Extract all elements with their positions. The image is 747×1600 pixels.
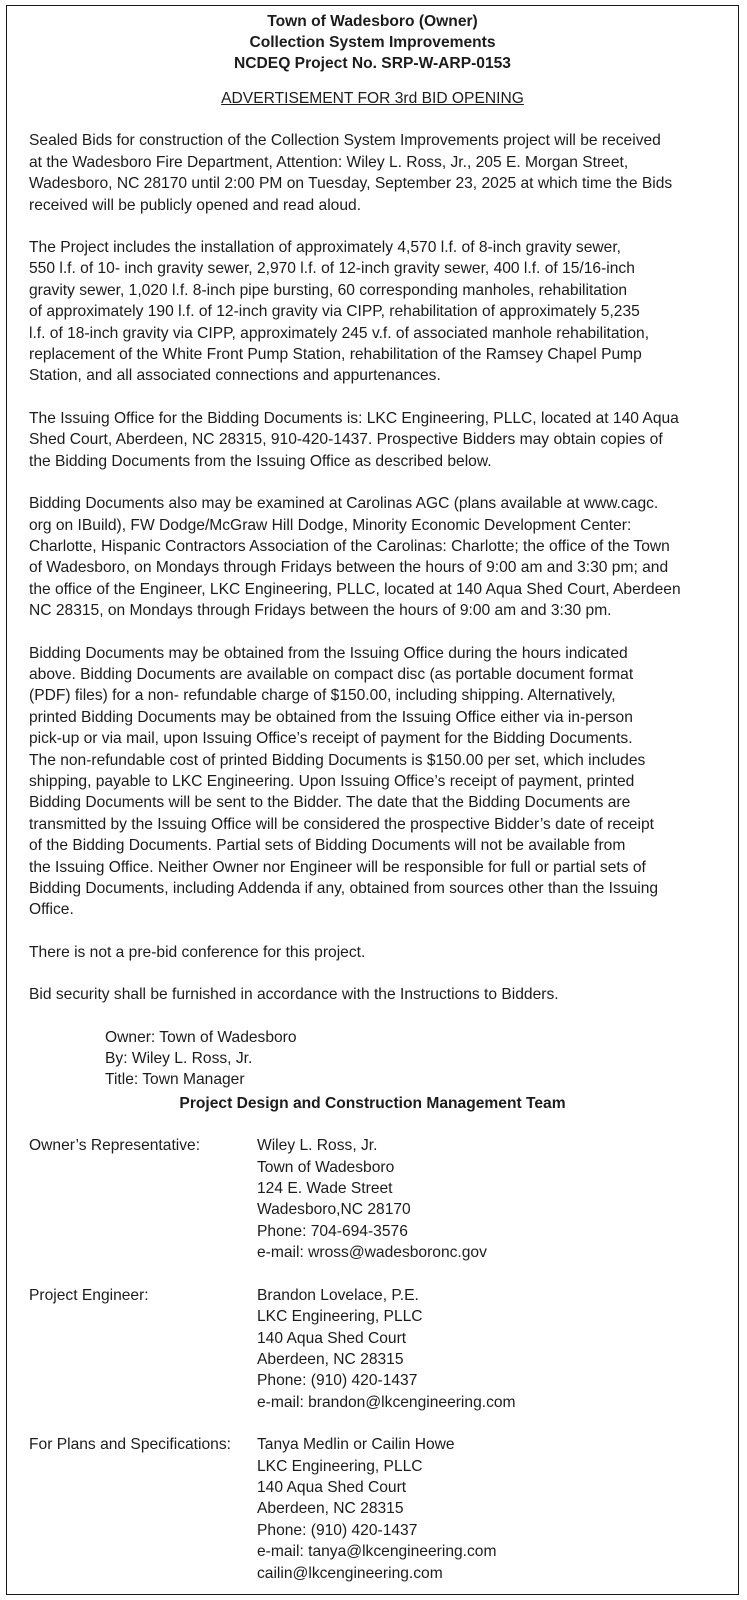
signature-block (29, 1027, 716, 1091)
text-line: the Bidding Documents from the Issuing Office as described below. (29, 452, 492, 470)
contact-email: e-mail: brandon@lkcengineering.com (257, 1393, 516, 1411)
contact-plans-specifications (29, 1434, 716, 1584)
text-line: (PDF) files) for a non- refundable charge of $150.00, including shipping. Alternatively, (29, 687, 616, 705)
contact-line: LKC Engineering, PLLC (257, 1457, 423, 1475)
text-line: Sealed Bids for construction of the Collection System Improvements project will be received (29, 132, 661, 150)
text-line: of the Bidding Documents. Partial sets of Bidding Documents will not be available from (29, 837, 626, 855)
contact-details (257, 1135, 716, 1263)
advertisement-subheading: ADVERTISEMENT FOR 3rd BID OPENING (221, 90, 524, 107)
bid-security-paragraph: Bid security shall be furnished in accordance with the Instructions to Bidders. (29, 986, 559, 1004)
text-line: of approximately 190 l.f. of 12-inch gravity via CIPP, rehabilitation of approximately 5,235 (29, 303, 640, 321)
text-line: the Issuing Office. Neither Owner nor Engineer will be responsible for full or partial sets of (29, 858, 646, 876)
text-line: Bidding Documents may be obtained from the Issuing Office during the hours indicated (29, 644, 628, 662)
text-line: org on IBuild), FW Dodge/McGraw Hill Dodge, Minority Economic Development Center: (29, 516, 632, 534)
issuing-office-paragraph (29, 408, 716, 472)
text-line: NC 28315, on Mondays through Fridays between the hours of 9:00 am and 3:30 pm. (29, 602, 612, 620)
contact-email: e-mail: wross@wadesboronc.gov (257, 1244, 487, 1262)
contact-owner-representative (29, 1135, 716, 1263)
text-line: of Wadesboro, on Mondays through Fridays between the hours of 9:00 am and 3:30 pm; and (29, 559, 669, 577)
text-line: received will be publicly opened and read aloud. (29, 196, 362, 214)
project-scope-paragraph (29, 237, 716, 387)
project-title: Collection System Improvements (249, 34, 496, 51)
contact-line: 124 E. Wade Street (257, 1180, 393, 1198)
advertisement-notice (6, 5, 739, 1595)
text-line: gravity sewer, 1,020 l.f. 8-inch pipe bursting, 60 corresponding manholes, rehabilitation (29, 281, 628, 299)
notice-header (7, 11, 738, 74)
text-line: shipping, payable to LKC Engineering. Upon Issuing Office’s receipt of payment, printed (29, 772, 635, 790)
contact-line: Phone: 704-694-3576 (257, 1222, 408, 1240)
team-heading: Project Design and Construction Management Team (179, 1094, 566, 1112)
contact-line: 140 Aqua Shed Court (257, 1329, 407, 1347)
text-line: Bidding Documents will be sent to the Bidder. The date that the Bidding Documents are (29, 794, 631, 812)
bid-submission-paragraph (29, 130, 716, 216)
text-line: pick-up or via mail, upon Issuing Office’s receipt of payment for the Bidding Documents. (29, 730, 633, 748)
signature-title: Title: Town Manager (105, 1071, 245, 1089)
contact-line: Aberdeen, NC 28315 (257, 1350, 404, 1368)
text-line: The non-refundable cost of printed Bidding Documents is $150.00 per set, which includes (29, 751, 646, 769)
text-line: replacement of the White Front Pump Station, rehabilitation of the Ramsey Chapel Pump (29, 346, 642, 364)
text-line: l.f. of 18-inch gravity via CIPP, approximately 245 v.f. of associated manhole rehabilitation, (29, 324, 650, 342)
document-purchase-paragraph (29, 643, 716, 921)
text-line: The Project includes the installation of approximately 4,570 l.f. of 8-inch gravity sewer, (29, 239, 621, 257)
text-line: The Issuing Office for the Bidding Documents is: LKC Engineering, PLLC, located at 140 Aqua (29, 409, 679, 427)
text-line: Bidding Documents, including Addenda if any, obtained from sources other than the Issuing (29, 880, 659, 897)
text-line: printed Bidding Documents may be obtained from the Issuing Office either via in-person (29, 708, 633, 726)
text-line: Wadesboro, NC 28170 until 2:00 PM on Tuesday, September 23, 2025 at which time the Bids (29, 175, 673, 193)
contact-line: Town of Wadesboro (257, 1158, 395, 1176)
text-line: Bidding Documents also may be examined at Carolinas AGC (plans available at www.cagc. (29, 495, 659, 513)
text-line: Shed Court, Aberdeen, NC 28315, 910-420-1437. Prospective Bidders may obtain copies of (29, 431, 663, 449)
contact-role: Project Engineer: (29, 1286, 149, 1304)
contact-line: Wadesboro,NC 28170 (257, 1201, 411, 1219)
contact-line: Aberdeen, NC 28315 (257, 1500, 404, 1518)
text-line: Station, and all associated connections and appurtenances. (29, 367, 441, 385)
project-number: NCDEQ Project No. SRP-W-ARP-0153 (234, 55, 511, 72)
text-line: the office of the Engineer, LKC Engineering, PLLC, located at 140 Aqua Shed Court, Aberdeen (29, 580, 681, 598)
contact-email: e-mail: tanya@lkcengineering.com (257, 1543, 497, 1561)
text-line: Charlotte, Hispanic Contractors Association of the Carolinas: Charlotte; the office of the Town (29, 537, 670, 555)
text-line: transmitted by the Issuing Office will be considered the prospective Bidder’s date of receipt (29, 815, 654, 833)
text-line: above. Bidding Documents are available on compact disc (as portable document format (29, 665, 634, 683)
contact-line: Brandon Lovelace, P.E. (257, 1286, 419, 1304)
owner-title: Town of Wadesboro (Owner) (267, 13, 478, 30)
contact-line: 140 Aqua Shed Court (257, 1478, 407, 1496)
contact-role: Owner’s Representative: (29, 1137, 201, 1155)
contact-line: LKC Engineering, PLLC (257, 1308, 423, 1326)
contact-line: Tanya Medlin or Cailin Howe (257, 1436, 455, 1454)
contact-line: Wiley L. Ross, Jr. (257, 1137, 378, 1155)
contact-email: cailin@lkcengineering.com (257, 1564, 443, 1582)
signature-by: By: Wiley L. Ross, Jr. (105, 1050, 253, 1068)
text-line: Office. (29, 901, 74, 919)
signature-owner: Owner: Town of Wadesboro (105, 1028, 297, 1046)
contact-details (257, 1285, 716, 1413)
pre-bid-paragraph: There is not a pre-bid conference for this project. (29, 943, 366, 961)
contact-line: Phone: (910) 420-1437 (257, 1372, 418, 1390)
text-line: 550 l.f. of 10- inch gravity sewer, 2,970 l.f. of 12-inch gravity sewer, 400 l.f. of 15/16-inch (29, 260, 635, 278)
notice-body (7, 109, 738, 1584)
contact-role: For Plans and Specifications: (29, 1436, 231, 1454)
contact-line: Phone: (910) 420-1437 (257, 1521, 418, 1539)
contact-project-engineer (29, 1285, 716, 1413)
document-examination-paragraph (29, 493, 716, 621)
contact-details (257, 1434, 716, 1584)
text-line: at the Wadesboro Fire Department, Attention: Wiley L. Ross, Jr., 205 E. Morgan Street, (29, 153, 629, 171)
